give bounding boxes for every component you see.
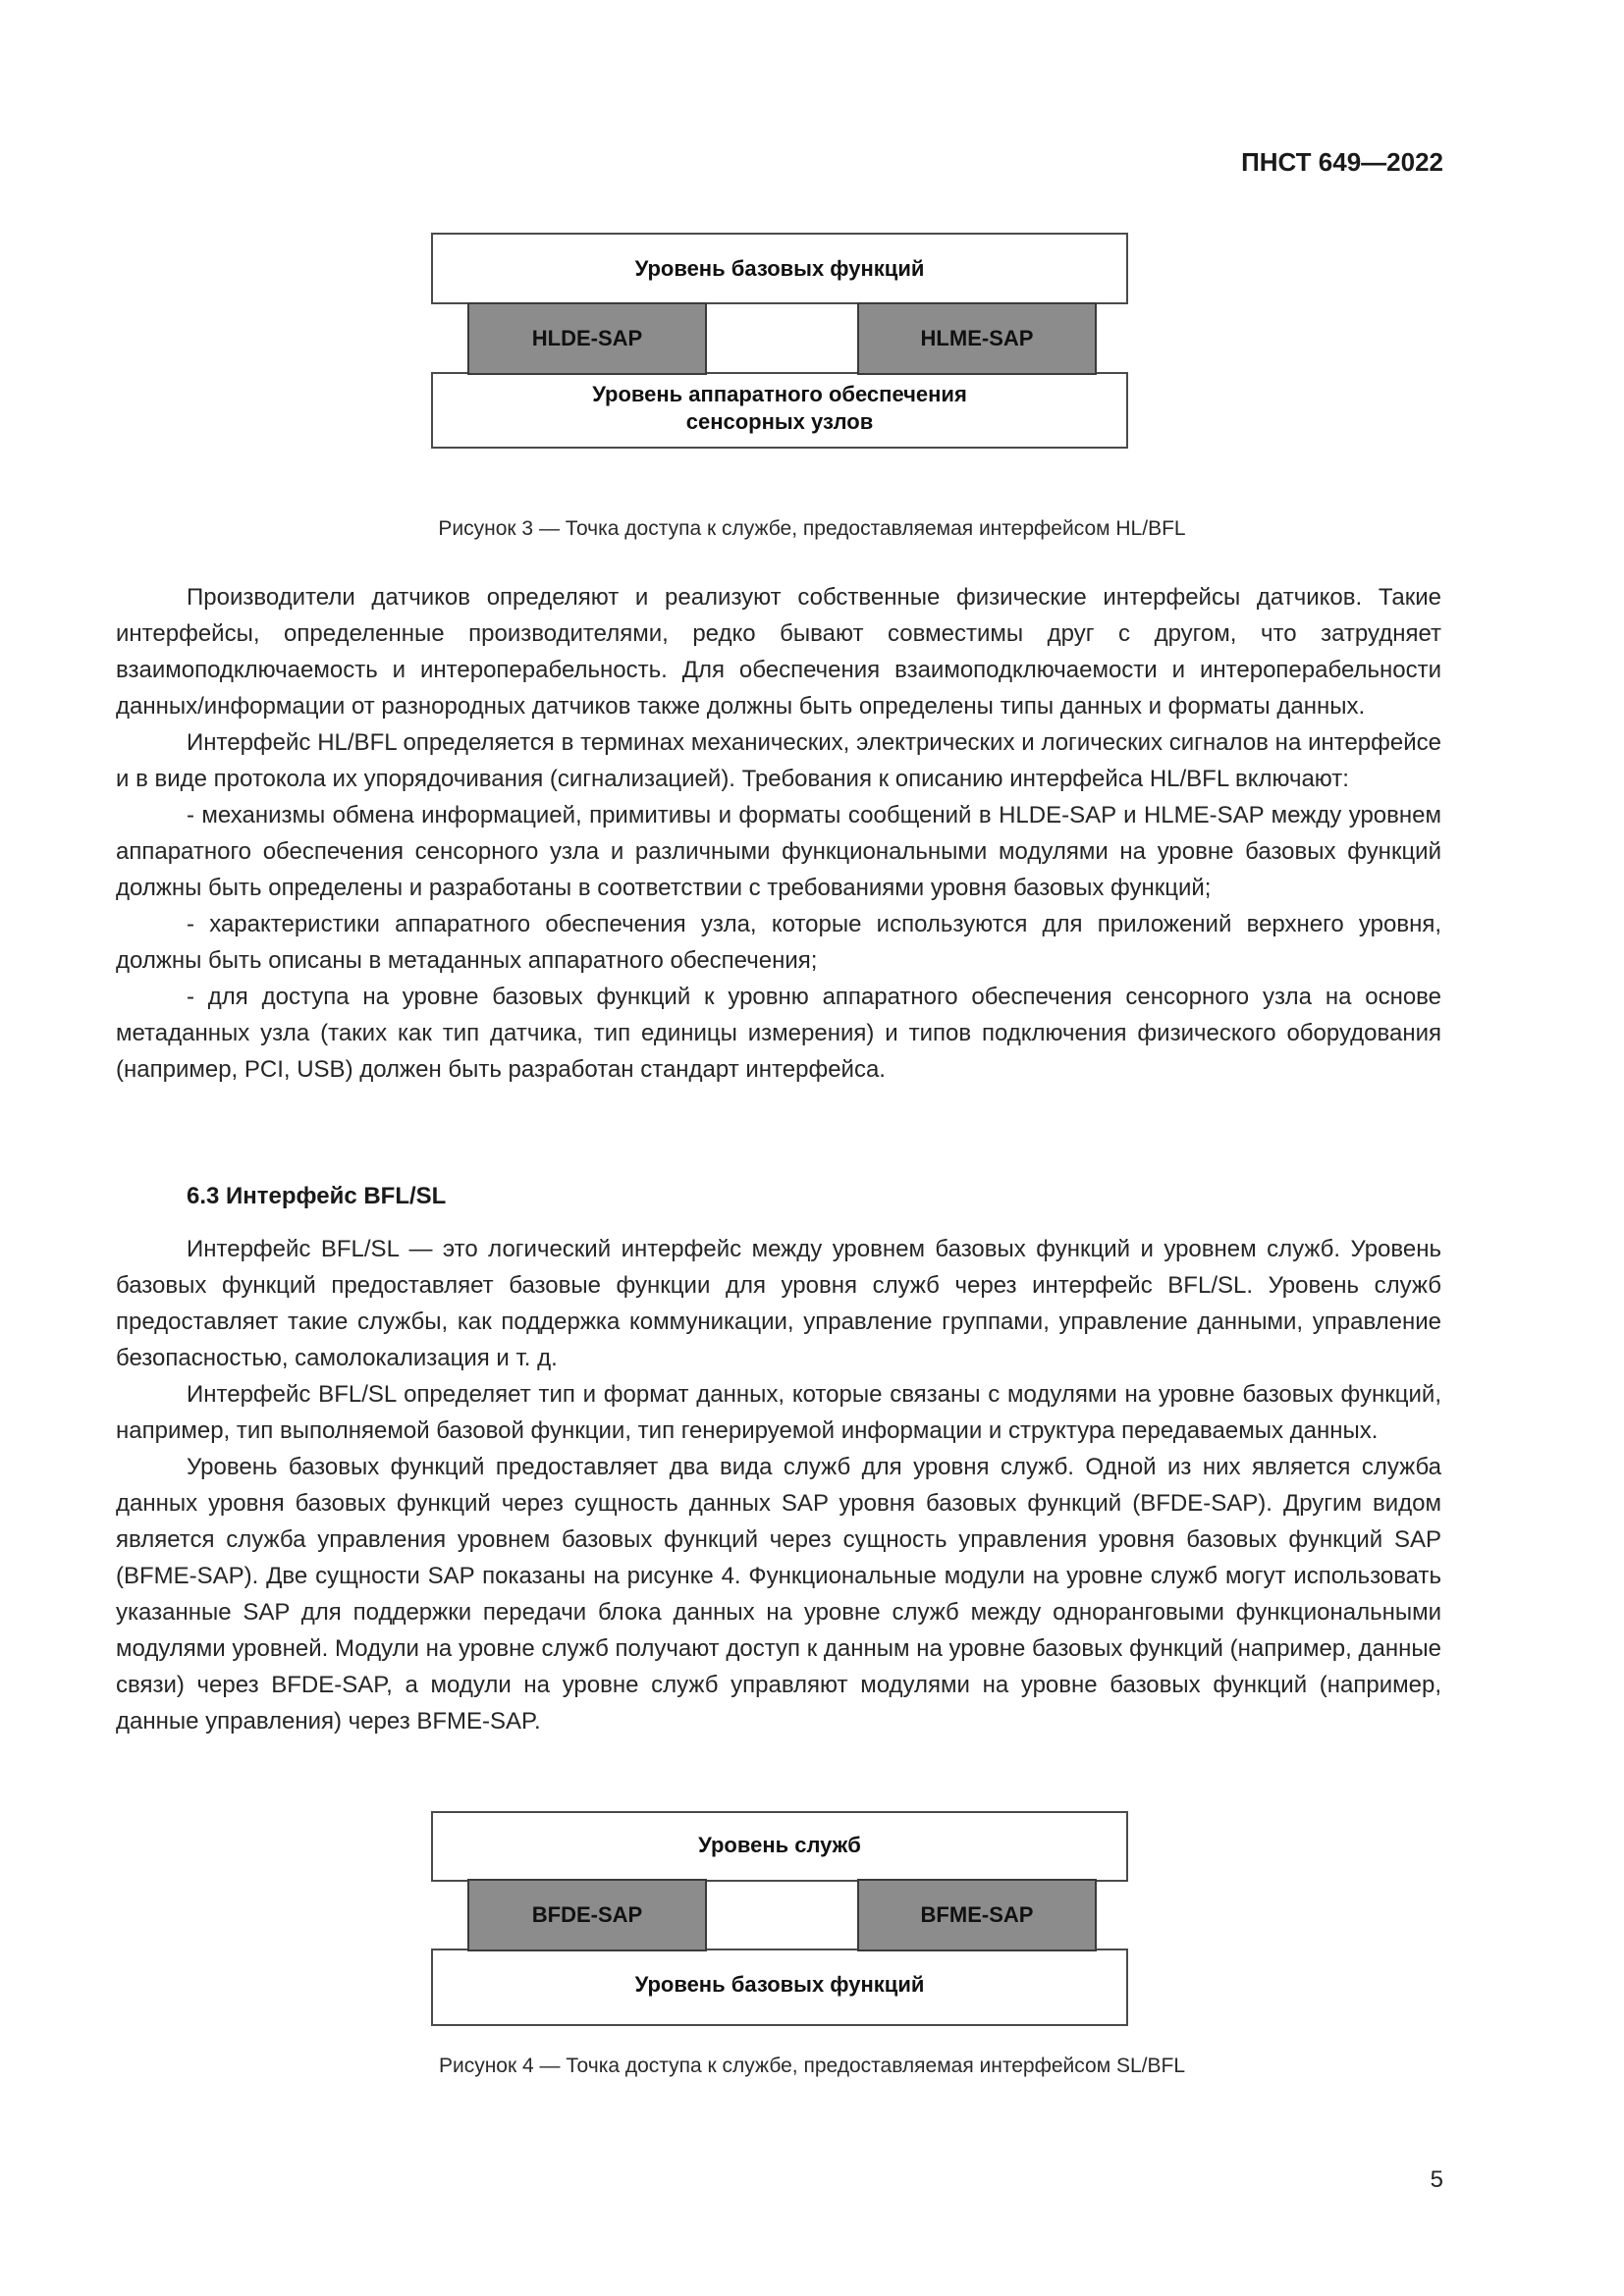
page-number: 5 (1430, 2166, 1443, 2193)
figure-4-caption: Рисунок 4 — Точка доступа к службе, предоставляемая интерфейсом SL/BFL (438, 2055, 1186, 2077)
paragraph: Уровень базовых функций предоставляет два вида служб для уровня служб. Одной из них является служба данных уровня базовых функций через сущность данных SAP уровня базовых функций (BFDE-SAP). Другим видом является служба управления уровнем базовых функций через сущность управления уровня базовых функций SAP (BFME-SAP). Две сущности SAP показаны на рисунке 4. Функциональные модули на уровне служб могут использовать указанные SAP для поддержки передачи блока данных на уровне служб между одноранговыми функциональными модулями уровней. Модули на уровне служб получают доступ к данным на уровне базовых функций (например, данные связи) через BFDE-SAP, а модули на уровне служб управляют модулями на уровне базовых функций (например, данные управления) через BFME-SAP. (116, 1454, 1441, 1735)
document-code: ПНСТ 649—2022 (1241, 147, 1443, 177)
figure-4-diagram (431, 1811, 1130, 2026)
body-text-block-2 (116, 1231, 1441, 1739)
paragraph: Интерфейс BFL/SL — это логический интерфейс между уровнем базовых функций и уровнем служб. Уровень базовых функций предоставляет базовые функции для уровня служб через интерфейс BFL/SL. Уровень служб предоставляет такие службы, как поддержка коммуникации, управление группами, управление данными, управление безопасностью, самолокализация и т. д. (116, 1236, 1441, 1371)
services-layer-box (431, 1811, 1128, 1882)
basic-functions-layer-box (431, 1949, 1128, 2026)
hlme-sap-box (857, 302, 1097, 375)
paragraph: Интерфейс BFL/SL определяет тип и формат данных, которые связаны с модулями на уровне базовых функций, например, тип выполняемой базовой функции, тип генерируемой информации и структура передаваемых данных. (116, 1381, 1441, 1444)
section-heading: 6.3 Интерфейс BFL/SL (187, 1183, 447, 1209)
bfde-sap-label: BFDE-SAP (531, 1902, 643, 1927)
paragraph: Интерфейс HL/BFL определяется в терминах механических, электрических и логических сигналов на интерфейсе и в виде протокола их упорядочивания (сигнализацией). Требования к описанию интерфейса HL/BFL включают: (116, 729, 1441, 792)
hardware-layer-box (431, 372, 1128, 449)
body-text-block-1 (116, 579, 1441, 1088)
hardware-layer-label-line1: Уровень аппаратного обеспечения (592, 382, 967, 406)
hlde-sap-label: HLDE-SAP (531, 326, 643, 350)
hlde-sap-box (467, 302, 707, 375)
paragraph: Производители датчиков определяют и реализуют собственные физические интерфейсы датчиков. Такие интерфейсы, определенные производителями, редко бывают совместимы друг с другом, что затрудняет взаимоподключаемость и интероперабельность. Для обеспечения взаимоподключаемости и интероперабельности данных/информации от разнородных датчиков также должны быть определены типы данных и форматы данных. (116, 584, 1441, 720)
bfme-sap-label: BFME-SAP (920, 1902, 1034, 1927)
bfme-sap-box (857, 1879, 1097, 1951)
basic-functions-layer-box (431, 233, 1128, 304)
basic-functions-layer-label: Уровень базовых функций (634, 1972, 925, 1997)
bfde-sap-box (467, 1879, 707, 1951)
figure-3-caption: Рисунок 3 — Точка доступа к службе, предоставляемая интерфейсом HL/BFL (438, 517, 1186, 540)
services-layer-label: Уровень служб (698, 1833, 861, 1857)
list-item: - механизмы обмена информацией, примитивы и форматы сообщений в HLDE-SAP и HLME-SAP между уровнем аппаратного обеспечения сенсорного узла и различными функциональными модулями на уровне базовых функций должны быть определены и разработаны в соответствии с требованиями уровня базовых функций; (116, 802, 1441, 901)
list-item: - для доступа на уровне базовых функций к уровню аппаратного обеспечения сенсорного узла на основе метаданных узла (таких как тип датчика, тип единицы измерения) и типов подключения физического оборудования (например, PCI, USB) должен быть разработан стандарт интерфейса. (116, 984, 1441, 1083)
figure-3-diagram (431, 233, 1130, 449)
hardware-layer-label-line2: сенсорных узлов (685, 409, 874, 434)
list-item: - характеристики аппаратного обеспечения узла, которые используются для приложений верхнего уровня, должны быть описаны в метаданных аппаратного обеспечения; (116, 911, 1441, 974)
hlme-sap-label: HLME-SAP (920, 326, 1034, 350)
basic-functions-layer-label: Уровень базовых функций (634, 256, 925, 281)
